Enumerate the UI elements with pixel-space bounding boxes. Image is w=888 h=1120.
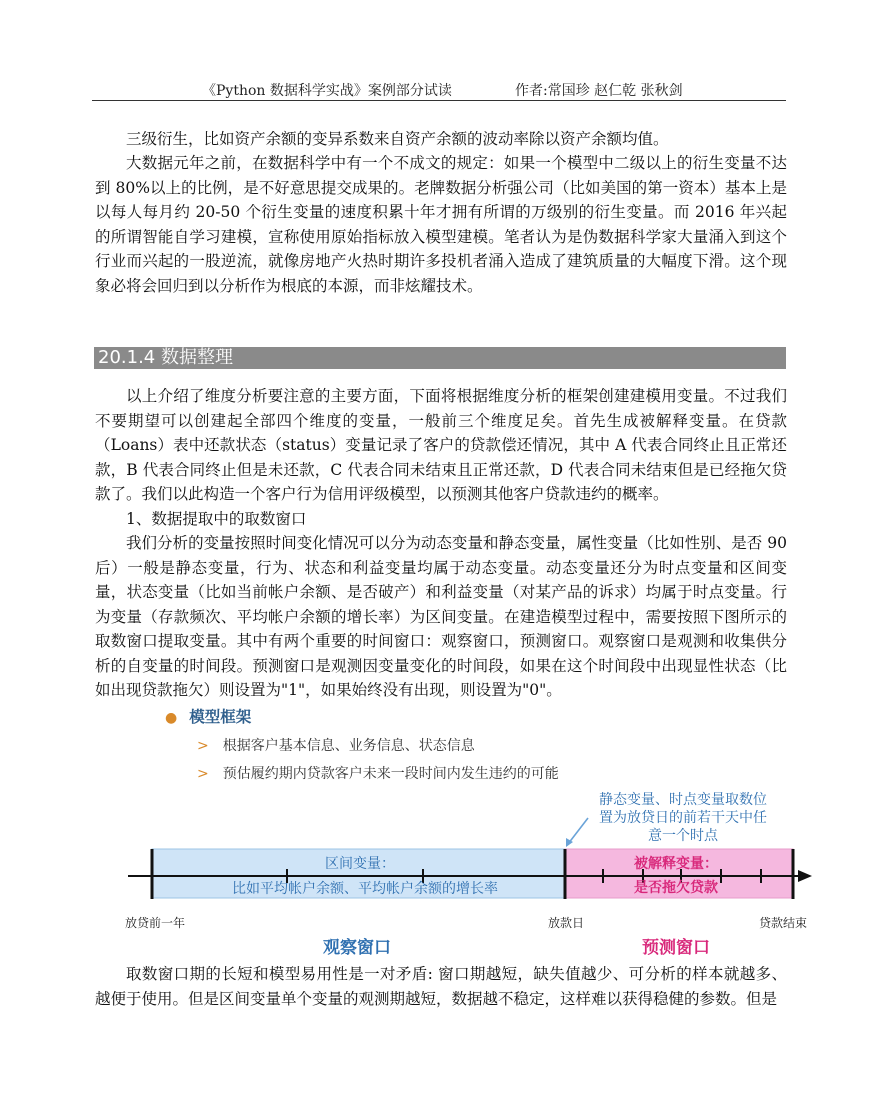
interval-variable-label: 区间变量： bbox=[325, 856, 395, 872]
callout-text-line: 静态变量、时点变量取数位 bbox=[599, 792, 767, 808]
observation-window-label: 观察窗口 bbox=[323, 938, 391, 958]
page-header bbox=[92, 78, 786, 101]
chevron-right-icon: > bbox=[197, 766, 209, 782]
callout-text-line: 置为放贷日的前若干天中任 bbox=[599, 810, 767, 826]
callout-arrow bbox=[568, 818, 588, 844]
paragraph-intro-dimension-analysis: 以上介绍了维度分析要注意的主要方面，下面将根据维度分析的框架创建建模用变量。不过我们不要期望可以创建起全部四个维度的变量，一般前三个维度足矣。首先生成被解释变量。在贷款（Loans）表中还款状态（status）变量记录了客户的贷款偿还情况，其中 A 代表合同终止且正常还款，B 代表合同终止但是未还款，C 代表合同未结束且正常还款，D 代表合同未结束但是已经拖欠贷款了。我们以此构造一个客户行为信用评级模型，以预测其他客户贷款违约的概率。 bbox=[95, 387, 787, 503]
paragraph-third-level-derivation: 三级衍生，比如资产余额的变异系数来自资产余额的波动率除以资产余额均值。 bbox=[126, 130, 669, 148]
axis-label-start: 放贷前一年 bbox=[124, 916, 186, 930]
axis-label-end: 贷款结束 bbox=[758, 916, 808, 930]
section-heading: 20.1.4 数据整理 bbox=[94, 347, 786, 369]
window-diagram bbox=[0, 785, 888, 965]
axis-label-loan-day: 放款日 bbox=[547, 916, 585, 930]
interval-variable-example: 比如平均帐户余额、平均帐户余额的增长率 bbox=[232, 881, 498, 897]
book-title: 《Python 数据科学实战》案例部分试读 bbox=[202, 83, 452, 99]
paragraph-window-tradeoff: 取数窗口期的长短和模型易用性是一对矛盾: 窗口期越短，缺失值越少、可分析的样本就越多、越便于使用。但是区间变量单个变量的观测期越短，数据越不稳定，这样难以获得稳健的参数。但是 bbox=[95, 965, 787, 1008]
target-variable-example: 是否拖欠贷款 bbox=[634, 880, 718, 896]
model-frame-item bbox=[197, 763, 559, 783]
author-line: 作者:常国珍 赵仁乾 张秋剑 bbox=[515, 83, 683, 99]
prediction-window-label: 预测窗口 bbox=[642, 938, 710, 958]
target-variable-label: 被解释变量： bbox=[634, 856, 718, 872]
timeline-arrowhead-icon bbox=[798, 870, 812, 882]
model-frame-item bbox=[197, 735, 475, 755]
model-frame-item-text: 根据客户基本信息、业务信息、状态信息 bbox=[222, 738, 475, 754]
paragraph-big-data-era: 大数据元年之前，在数据科学中有一个不成文的规定：如果一个模型中二级以上的衍生变量不达到 80%以上的比例，是不好意思提交成果的。老牌数据分析强公司（比如美国的第一资本）基本上是以每人每月约 20-50 个衍生变量的速度积累十年才拥有所谓的万级别的衍生变量。而 2016 年兴起的所谓智能自学习建模，宣称使用原始指标放入模型建模。笔者认为是伪数据科学家大量涌入到这个行业而兴起的一股逆流，就像房地产火热时期许多投机者涌入造成了建筑质量的大幅度下滑。这个现象必将会回归到以分析作为根底的本源，而非炫耀技术。 bbox=[95, 154, 787, 295]
model-frame-heading bbox=[165, 705, 251, 727]
model-frame-item-text: 预估履约期内贷款客户未来一段时间内发生违约的可能 bbox=[222, 766, 559, 782]
paragraph-variable-types: 我们分析的变量按照时间变化情况可以分为动态变量和静态变量，属性变量（比如性别、是否 90 后）一般是静态变量，行为、状态和利益变量均属于动态变量。动态变量还分为时点变量和区间变量，状态变量（比如当前帐户余额、是否破产）和利益变量（对某产品的诉求）均属于时点变量。行为变量（存款频次、平均帐户余额的增长率）为区间变量。在建造模型过程中，需要按照下图所示的取数窗口提取变量。其中有两个重要的时间窗口：观察窗口，预测窗口。观察窗口是观测和收集供分析的自变量的时间段。预测窗口是观测因变量变化的时间段，如果在这个时间段中出现显性状态（比如出现贷款拖欠）则设置为"1"，如果始终没有出现，则设置为"0"。 bbox=[95, 534, 787, 699]
bullet-dot-icon: ● bbox=[165, 710, 178, 726]
model-frame-title: 模型框架 bbox=[189, 708, 252, 726]
callout-text-line: 意一个时点 bbox=[648, 828, 718, 844]
subheading-extraction-window: 1、数据提取中的取数窗口 bbox=[126, 510, 307, 528]
chevron-right-icon: > bbox=[197, 738, 209, 754]
